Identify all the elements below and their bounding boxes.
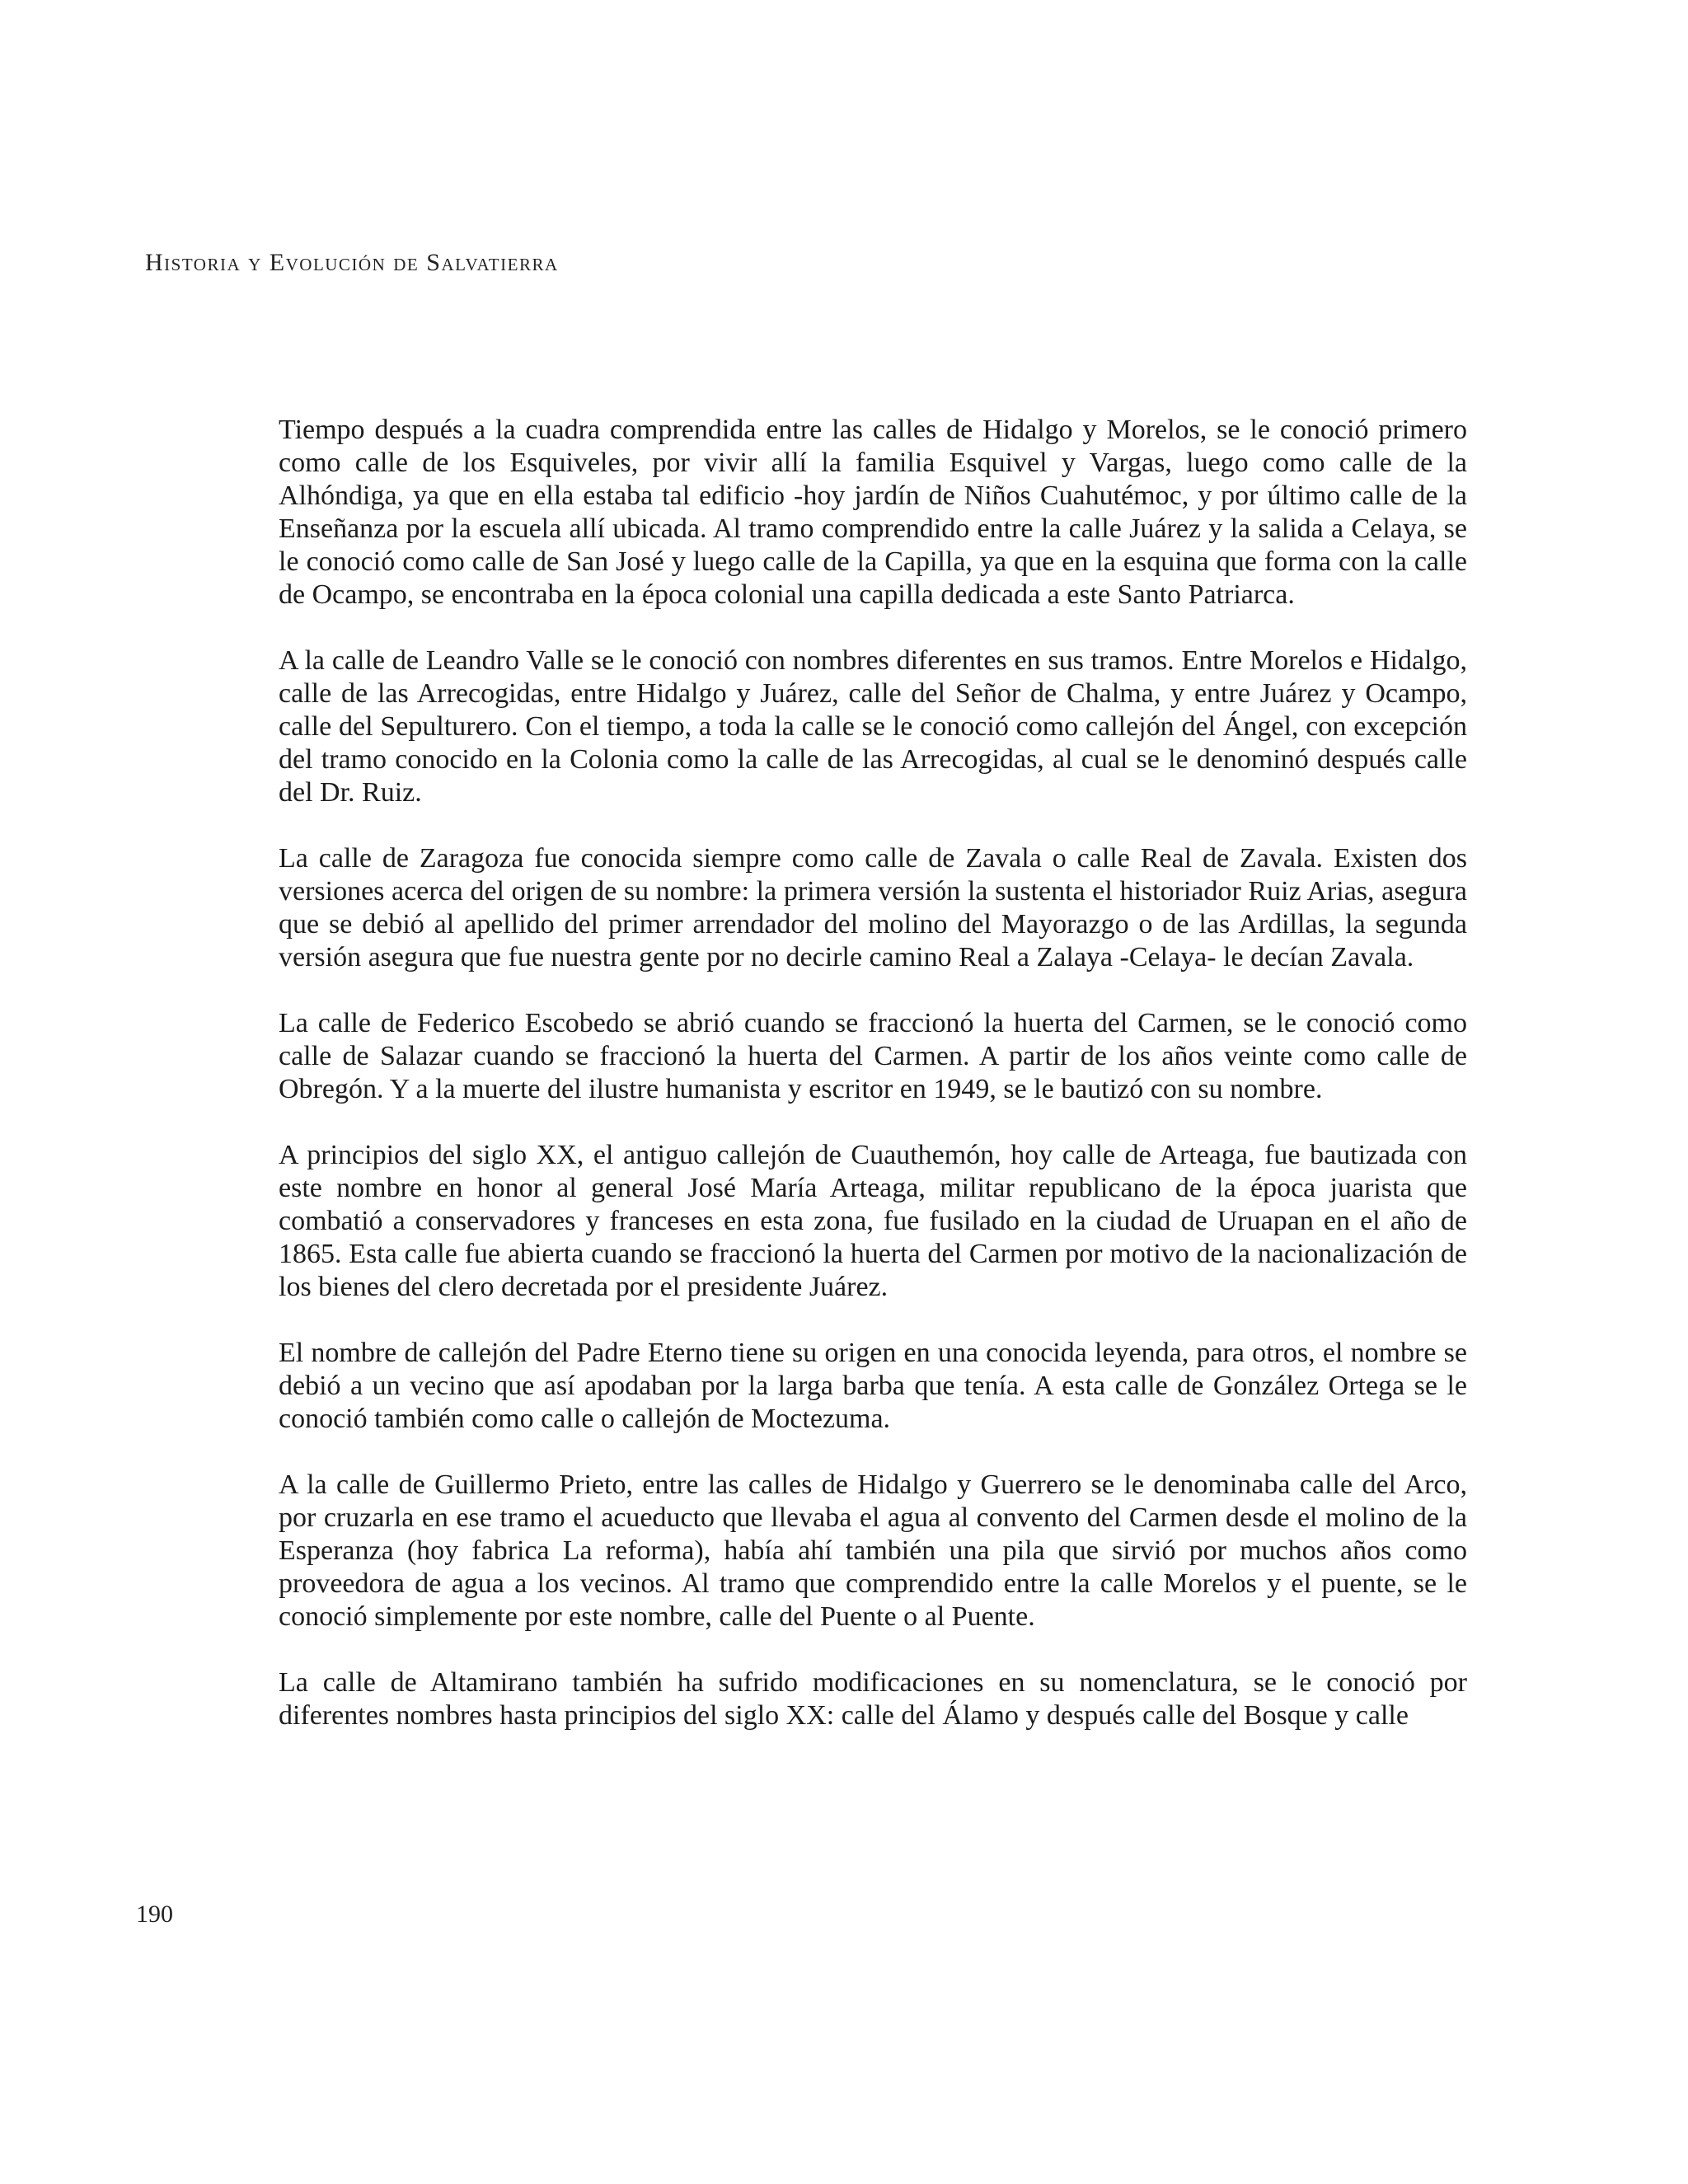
- page-number: 190: [136, 1900, 173, 1928]
- paragraph: A la calle de Guillermo Prieto, entre las calles de Hidalgo y Guerrero se le denominaba calle del Arco, por cruzarla en ese tramo el acueducto que llevaba el agua al convento del Carmen desde el molino de la Esperanza (hoy fabrica La reforma), había ahí también una pila que sirvió por muchos años como proveedora de agua a los vecinos. Al tramo que comprendido entre la calle Morelos y el puente, se le conoció simplemente por este nombre, calle del Puente o al Puente.: [279, 1469, 1467, 1632]
- paragraph: El nombre de callejón del Padre Eterno tiene su origen en una conocida leyenda, para otros, el nombre se debió a un vecino que así apodaban por la larga barba que tenía. A esta calle de González Ortega se le conoció también como calle o callejón de Moctezuma.: [279, 1338, 1467, 1434]
- paragraph: La calle de Altamirano también ha sufrido modificaciones en su nomenclatura, se le conoció por diferentes nombres hasta principios del siglo XX: calle del Álamo y después calle del Bosque y calle: [279, 1667, 1467, 1731]
- paragraph: La calle de Zaragoza fue conocida siempre como calle de Zavala o calle Real de Zavala. Existen dos versiones acerca del origen de su nombre: la primera versión la sustenta el historiador Ruiz Arias, asegura que se debió al apellido del primer arrendador del molino del Mayorazgo o de las Ardillas, la segunda versión asegura que fue nuestra gente por no decirle camino Real a Zalaya -Celaya- le decían Zavala.: [279, 843, 1467, 972]
- body-text: [279, 414, 1467, 1765]
- paragraph: Tiempo después a la cuadra comprendida entre las calles de Hidalgo y Morelos, se le conoció primero como calle de los Esquiveles, por vivir allí la familia Esquivel y Vargas, luego como calle de la Alhóndiga, ya que en ella estaba tal edificio -hoy jardín de Niños Cuahutémoc, y por último calle de la Enseñanza por la escuela allí ubicada. Al tramo comprendido entre la calle Juárez y la salida a Celaya, se le conoció como calle de San José y luego calle de la Capilla, ya que en la esquina que forma con la calle de Ocampo, se encontraba en la época colonial una capilla dedicada a este Santo Patriarca.: [279, 415, 1467, 610]
- paragraph: A la calle de Leandro Valle se le conoció con nombres diferentes en sus tramos. Entre Morelos e Hidalgo, calle de las Arrecogidas, entre Hidalgo y Juárez, calle del Señor de Chalma, y entre Juárez y Ocampo, calle del Sepulturero. Con el tiempo, a toda la calle se le conoció como callejón del Ángel, con excepción del tramo conocido en la Colonia como la calle de las Arrecogidas, al cual se le denominó después calle del Dr. Ruiz.: [279, 645, 1467, 808]
- paragraph: A principios del siglo XX, el antiguo callejón de Cuauthemón, hoy calle de Arteaga, fue bautizada con este nombre en honor al general José María Arteaga, militar republicano de la época juarista que combatió a conservadores y franceses en esta zona, fue fusilado en la ciudad de Uruapan en el año de 1865. Esta calle fue abierta cuando se fraccionó la huerta del Carmen por motivo de la nacionalización de los bienes del clero decretada por el presidente Juárez.: [279, 1140, 1467, 1302]
- running-header: Historia y Evolución de Salvatierra: [145, 249, 559, 276]
- paragraph: La calle de Federico Escobedo se abrió cuando se fraccionó la huerta del Carmen, se le conoció como calle de Salazar cuando se fraccionó la huerta del Carmen. A partir de los años veinte como calle de Obregón. Y a la muerte del ilustre humanista y escritor en 1949, se le bautizó con su nombre.: [279, 1008, 1467, 1104]
